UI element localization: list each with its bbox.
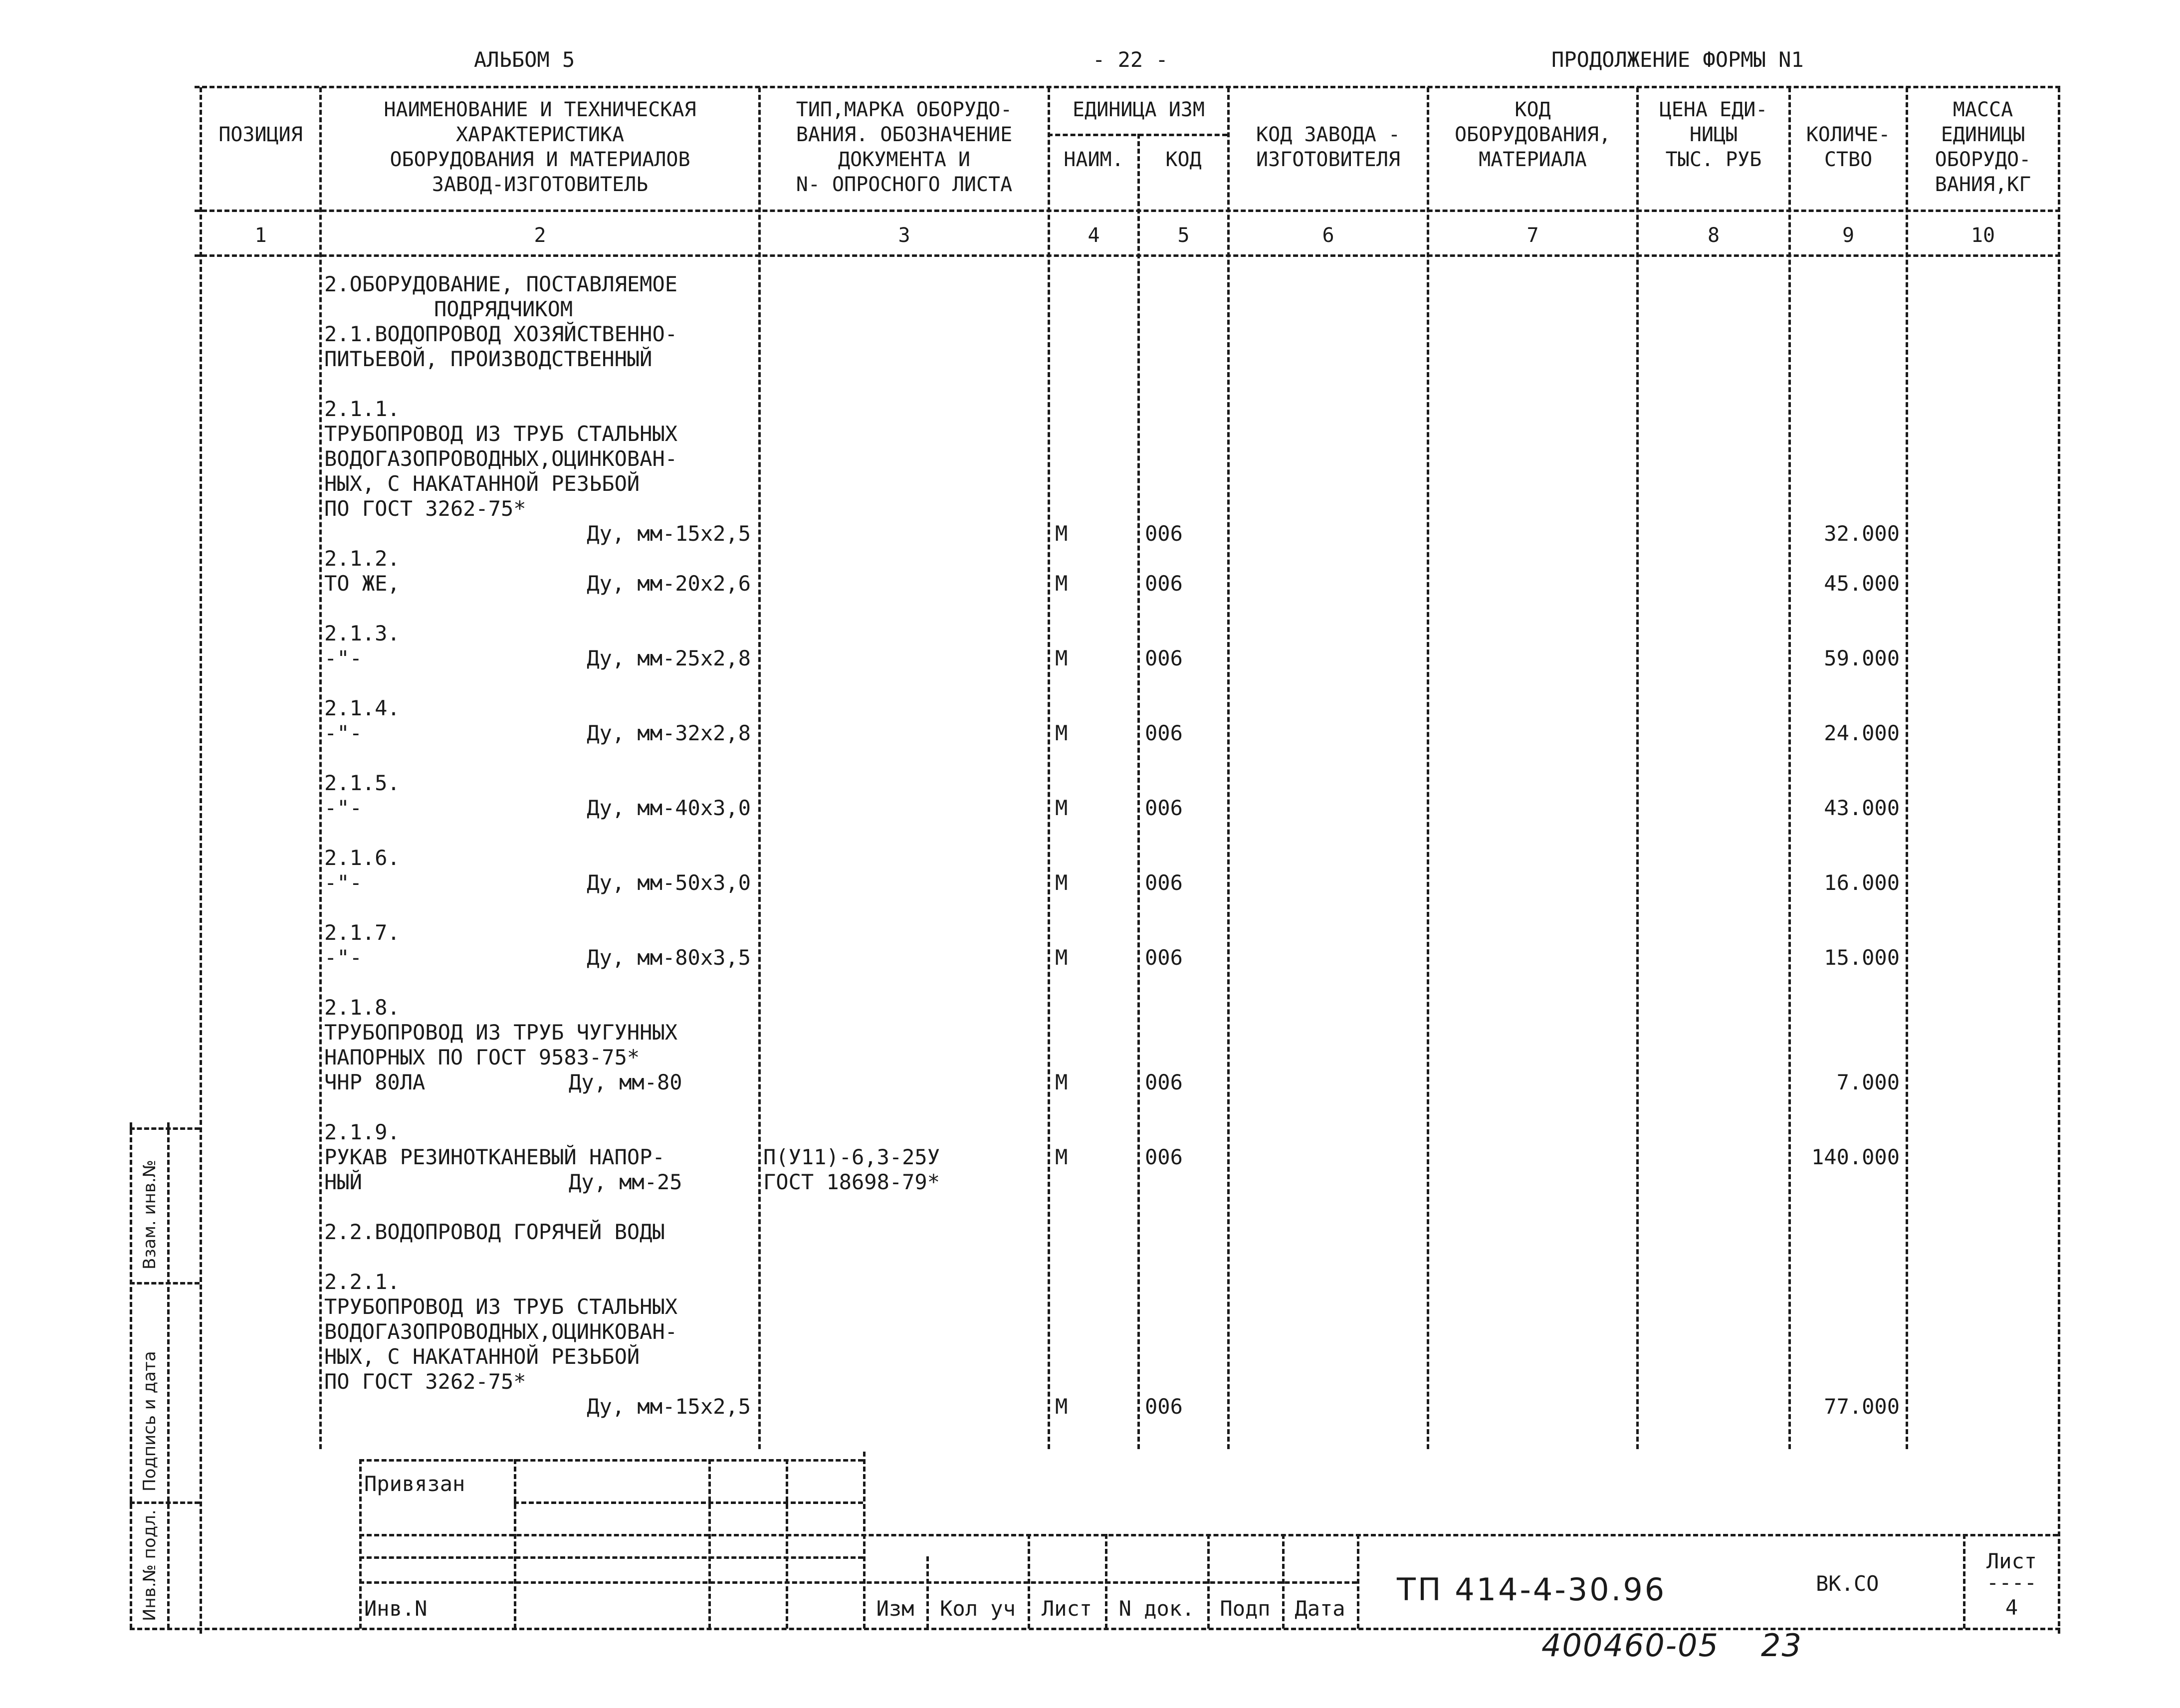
album-label: АЛЬБОМ 5 xyxy=(474,47,575,72)
item-size: Ду, мм-20х2,6 xyxy=(587,571,751,596)
item-quantity: 45.000 xyxy=(1824,571,1900,596)
side-stamp-divider xyxy=(130,1501,200,1504)
item-quantity: 140.000 xyxy=(1811,1145,1900,1169)
col-header-type-4: N- ОПРОСНОГО ЛИСТА xyxy=(796,173,1013,196)
item-code: 006 xyxy=(1145,1394,1183,1419)
col-header-unit-code: КОД xyxy=(1165,148,1202,171)
item-size: Ду, мм-32х2,8 xyxy=(587,721,751,745)
numbers-bottom-border xyxy=(195,254,2060,257)
item-type: П(У11)-6,3-25У xyxy=(763,1145,940,1169)
subsection-title-cont: ПИТЬЕВОЙ, ПРОИЗВОДСТВЕННЫЙ xyxy=(324,347,653,371)
col-header-qty-1: КОЛИЧЕ- xyxy=(1806,123,1891,146)
col-number-5: 5 xyxy=(1177,224,1190,247)
side-stamp-divider xyxy=(130,1127,200,1130)
col-number-7: 7 xyxy=(1526,224,1539,247)
item-code: 006 xyxy=(1145,571,1183,596)
item-description: ТРУБОПРОВОД ИЗ ТРУБ ЧУГУННЫХ xyxy=(324,1020,678,1045)
item-quantity: 43.000 xyxy=(1824,796,1900,820)
item-unit: М xyxy=(1055,1145,1068,1169)
item-description: НАПОРНЫХ ПО ГОСТ 9583-75* xyxy=(324,1045,640,1069)
col-header-mass-2: ЕДИНИЦЫ xyxy=(1941,123,2025,146)
col-header-price-3: ТЫС. РУБ xyxy=(1665,148,1762,171)
col-header-mass-4: ВАНИЯ,КГ xyxy=(1935,173,2031,196)
item-quantity: 16.000 xyxy=(1824,870,1900,895)
handwritten-page-number: 23 xyxy=(1761,1627,1802,1664)
item-number: 2.2.1. xyxy=(324,1270,400,1294)
col-header-name-4: ЗАВОД-ИЗГОТОВИТЕЛЬ xyxy=(432,173,649,196)
item-name: ЧНР 80ЛА xyxy=(324,1070,426,1094)
page-number: - 22 - xyxy=(1092,47,1168,72)
item-unit: М xyxy=(1055,796,1068,820)
item-name: ТО ЖЕ, xyxy=(324,571,400,596)
item-size: Ду, мм-50х3,0 xyxy=(587,870,751,895)
col-header-mass-1: МАССА xyxy=(1953,98,2013,121)
document-code: ВК.СО xyxy=(1816,1571,1879,1596)
item-code: 006 xyxy=(1145,646,1183,670)
stamp-col-line xyxy=(926,1556,929,1629)
item-size: Ду, мм-40х3,0 xyxy=(587,796,751,820)
side-stamp-right-border xyxy=(167,1122,170,1629)
subsection-title: 2.2.ВОДОПРОВОД ГОРЯЧЕЙ ВОДЫ xyxy=(324,1220,665,1244)
sheet-label: Лист xyxy=(1986,1549,2037,1573)
col-header-equip-code-3: МАТЕРИАЛА xyxy=(1479,148,1587,171)
item-unit: М xyxy=(1055,521,1068,546)
item-number: 2.1.6. xyxy=(324,846,400,870)
col-header-equip-code-2: ОБОРУДОВАНИЯ, xyxy=(1454,123,1611,146)
item-name-cont: НЫЙ xyxy=(324,1170,362,1194)
item-size: Ду, мм-25х2,8 xyxy=(587,646,751,670)
item-quantity: 7.000 xyxy=(1836,1070,1900,1094)
side-stamp-inv-podl: Инв.№ подл. xyxy=(140,1509,160,1621)
col-number-1: 1 xyxy=(254,224,267,247)
item-description: НЫХ, С НАКАТАННОЙ РЕЗЬБОЙ xyxy=(324,471,640,496)
col-header-mass-3: ОБОРУДО- xyxy=(1935,148,2031,171)
side-stamp-divider xyxy=(130,1282,200,1284)
col-line-10 xyxy=(2058,87,2060,1634)
col-header-qty-2: СТВО xyxy=(1824,148,1873,171)
col-line-4 xyxy=(1137,134,1140,1449)
item-quantity: 59.000 xyxy=(1824,646,1900,670)
subsection-title: 2.1.ВОДОПРОВОД ХОЗЯЙСТВЕННО- xyxy=(324,322,678,346)
sheet-number: 4 xyxy=(2005,1595,2018,1620)
col-header-type-1: ТИП,МАРКА ОБОРУДО- xyxy=(796,98,1013,121)
col-header-unit-group: ЕДИНИЦА ИЗМ xyxy=(1073,98,1205,121)
col-line-6 xyxy=(1427,87,1429,1449)
col-header-equip-code-1: КОД xyxy=(1515,98,1551,121)
side-stamp-signature-date: Подпись и дата xyxy=(140,1351,160,1492)
item-name: -"- xyxy=(324,721,362,745)
stamp-col-izm: Изм xyxy=(876,1596,914,1621)
section-title-cont: ПОДРЯДЧИКОМ xyxy=(434,297,573,321)
col-header-unit-name: НАИМ. xyxy=(1064,148,1124,171)
stamp-col-line xyxy=(708,1459,711,1629)
item-code: 006 xyxy=(1145,1070,1183,1094)
stamp-col-line xyxy=(359,1459,362,1629)
item-size: Ду, мм-15х2,5 xyxy=(587,521,751,546)
item-name: -"- xyxy=(324,796,362,820)
item-unit: М xyxy=(1055,646,1068,670)
item-number: 2.1.4. xyxy=(324,696,400,720)
stamp-inv-n: Инв.N xyxy=(364,1596,428,1621)
col-line-8 xyxy=(1788,87,1791,1449)
header-bottom-border xyxy=(195,210,2060,212)
item-description: ТРУБОПРОВОД ИЗ ТРУБ СТАЛЬНЫХ xyxy=(324,422,678,446)
col-line-7 xyxy=(1636,87,1639,1449)
table-top-border xyxy=(195,86,2060,88)
item-description: НЫХ, С НАКАТАННОЙ РЕЗЬБОЙ xyxy=(324,1344,640,1369)
col-number-9: 9 xyxy=(1842,224,1855,247)
col-header-price-2: НИЦЫ xyxy=(1689,123,1738,146)
item-unit: М xyxy=(1055,1394,1068,1419)
item-name: -"- xyxy=(324,945,362,970)
item-name: РУКАВ РЕЗИНОТКАНЕВЫЙ НАПОР- xyxy=(324,1145,665,1169)
item-number: 2.1.1. xyxy=(324,397,400,421)
item-type-standard: ГОСТ 18698-79* xyxy=(763,1170,940,1194)
col-number-6: 6 xyxy=(1322,224,1334,247)
item-name: -"- xyxy=(324,646,362,670)
item-number: 2.1.5. xyxy=(324,771,400,795)
col-line-2 xyxy=(758,87,761,1449)
item-description: ПО ГОСТ 3262-75* xyxy=(324,1369,526,1394)
col-number-4: 4 xyxy=(1088,224,1100,247)
col-number-8: 8 xyxy=(1707,224,1720,247)
item-code: 006 xyxy=(1145,796,1183,820)
stamp-col-n-dok: N док. xyxy=(1118,1596,1195,1621)
item-code: 006 xyxy=(1145,945,1183,970)
stamp-col-list: Лист xyxy=(1041,1596,1092,1621)
item-unit: М xyxy=(1055,721,1068,745)
stamp-col-line xyxy=(1357,1534,1359,1629)
col-line-0 xyxy=(200,87,202,1634)
side-stamp-vzam-inv: Взам. инв.№ xyxy=(140,1159,160,1270)
stamp-col-line xyxy=(786,1459,788,1629)
section-title: 2.ОБОРУДОВАНИЕ, ПОСТАВЛЯЕМОЕ xyxy=(324,272,678,296)
item-size: Ду, мм-80 xyxy=(569,1070,682,1094)
document-designation: ТП 414-4-30.96 xyxy=(1397,1571,1667,1608)
col-header-name-1: НАИМЕНОВАНИЕ И ТЕХНИЧЕСКАЯ xyxy=(384,98,696,121)
item-description: ПО ГОСТ 3262-75* xyxy=(324,496,526,521)
stamp-col-line xyxy=(514,1459,516,1629)
col-number-2: 2 xyxy=(534,224,546,247)
item-unit: М xyxy=(1055,945,1068,970)
item-quantity: 77.000 xyxy=(1824,1394,1900,1419)
item-number: 2.1.7. xyxy=(324,920,400,945)
col-header-plant-code-1: КОД ЗАВОДА - xyxy=(1256,123,1400,146)
col-number-10: 10 xyxy=(1970,224,1995,247)
stamp-row-line xyxy=(514,1501,863,1504)
item-name: -"- xyxy=(324,870,362,895)
col-header-name-2: ХАРАКТЕРИСТИКА xyxy=(455,123,625,146)
item-number: 2.1.8. xyxy=(324,995,400,1020)
item-code: 006 xyxy=(1145,721,1183,745)
item-size: Ду, мм-80х3,5 xyxy=(587,945,751,970)
col-line-5 xyxy=(1227,87,1230,1449)
item-code: 006 xyxy=(1145,870,1183,895)
item-unit: М xyxy=(1055,870,1068,895)
col-line-1 xyxy=(319,87,322,1449)
item-description: ТРУБОПРОВОД ИЗ ТРУБ СТАЛЬНЫХ xyxy=(324,1294,678,1319)
item-code: 006 xyxy=(1145,1145,1183,1169)
item-number: 2.1.2. xyxy=(324,546,400,571)
item-description: ВОДОГАЗОПРОВОДНЫХ,ОЦИНКОВАН- xyxy=(324,1319,678,1344)
col-header-type-3: ДОКУМЕНТА И xyxy=(838,148,970,171)
item-quantity: 32.000 xyxy=(1824,521,1900,546)
col-header-plant-code-2: ИЗГОТОВИТЕЛЯ xyxy=(1256,148,1400,171)
item-description: ВОДОГАЗОПРОВОДНЫХ,ОЦИНКОВАН- xyxy=(324,446,678,471)
handwritten-archive-number: 400460-05 xyxy=(1541,1627,1719,1664)
item-quantity: 24.000 xyxy=(1824,721,1900,745)
item-number: 2.1.3. xyxy=(324,621,400,645)
item-size: Ду, мм-15х2,5 xyxy=(587,1394,751,1419)
col-header-type-2: ВАНИЯ. ОБОЗНАЧЕНИЕ xyxy=(796,123,1013,146)
sheet-dash: ---- xyxy=(1986,1570,2037,1595)
item-size: Ду, мм-25 xyxy=(569,1170,682,1194)
stamp-col-podp: Подп xyxy=(1220,1596,1271,1621)
col-header-name-3: ОБОРУДОВАНИЯ И МАТЕРИАЛОВ xyxy=(390,148,690,171)
item-unit: М xyxy=(1055,571,1068,596)
col-line-9 xyxy=(1906,87,1908,1449)
col-header-position: ПОЗИЦИЯ xyxy=(218,123,303,146)
col-header-price-1: ЦЕНА ЕДИ- xyxy=(1659,98,1768,121)
item-number: 2.1.9. xyxy=(324,1120,400,1144)
stamp-privyazan: Привязан xyxy=(364,1472,465,1496)
stamp-col-kol-uch: Кол уч xyxy=(940,1596,1016,1621)
side-stamp-left-border xyxy=(130,1122,132,1629)
item-unit: М xyxy=(1055,1070,1068,1094)
stamp-col-data: Дата xyxy=(1295,1596,1345,1621)
item-code: 006 xyxy=(1145,521,1183,546)
continuation-label: ПРОДОЛЖЕНИЕ ФОРМЫ N1 xyxy=(1551,47,1804,72)
item-quantity: 15.000 xyxy=(1824,945,1900,970)
col-line-3 xyxy=(1048,87,1050,1449)
col-number-3: 3 xyxy=(898,224,910,247)
